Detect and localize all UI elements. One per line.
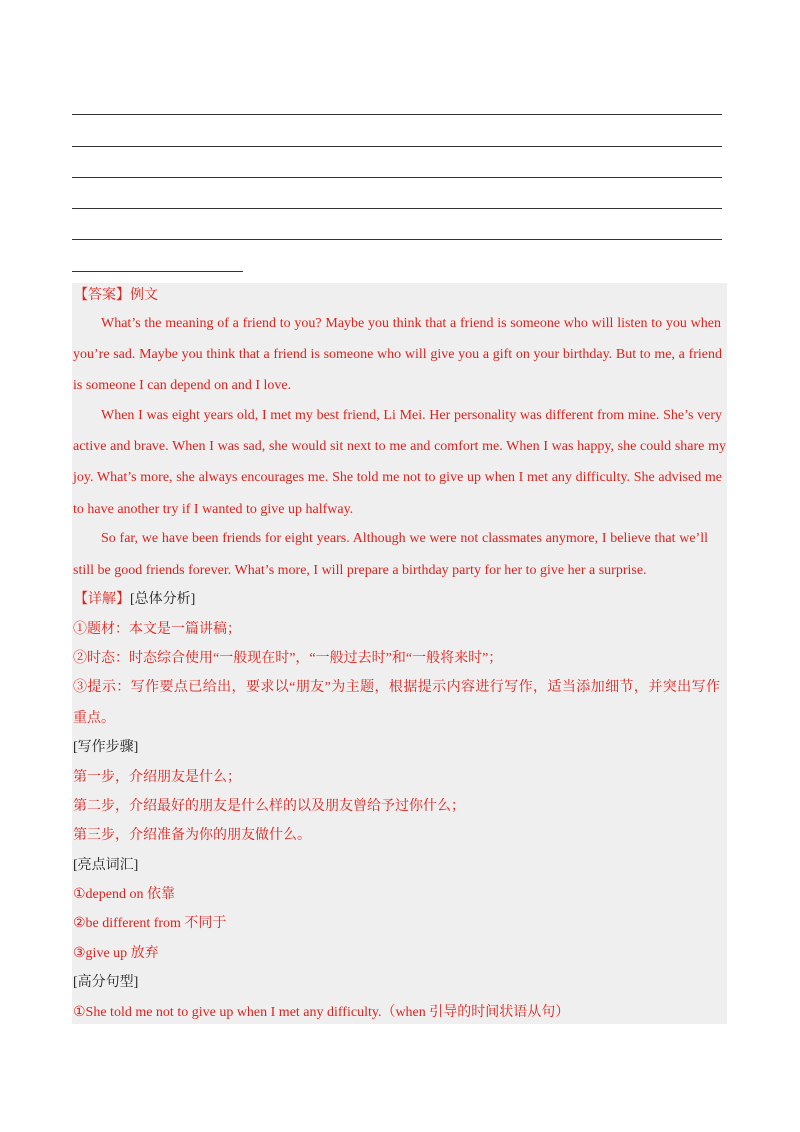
vocab-item: ①depend on 依靠 — [73, 887, 175, 902]
step-item: 第二步，介绍最好的朋友是什么样的以及朋友曾给予过你什么； — [73, 799, 465, 814]
essay-line: still be good friends forever. What’s more, I will prepare a birthday party for her to give her a surprise. — [73, 563, 647, 578]
analysis-item: ①题材：本文是一篇讲稿； — [73, 622, 241, 637]
detail-bracket-label: 【详解】 — [74, 592, 130, 607]
steps-heading: [写作步骤] — [73, 740, 139, 755]
essay-line: active and brave. When I was sad, she would sit next to me and comfort me. When I was happy, she could share my — [73, 439, 726, 454]
vocab-item: ②be different from 不同于 — [73, 916, 227, 931]
writing-line-5 — [72, 239, 722, 240]
essay-line: you’re sad. Maybe you think that a friend is someone who will give you a gift on your birthday. But to me, a friend — [73, 347, 722, 362]
vocab-item: ③give up 放弃 — [73, 946, 159, 961]
vocab-heading: [亮点词汇] — [73, 858, 139, 873]
step-item: 第一步，介绍朋友是什么； — [73, 770, 241, 785]
essay-line: is someone I can depend on and I love. — [73, 378, 292, 393]
essay-line: to have another try if I wanted to give up halfway. — [73, 502, 354, 517]
writing-line-6 — [72, 271, 243, 272]
answer-heading — [74, 287, 158, 305]
detail-heading — [74, 591, 195, 609]
writing-line-4 — [72, 208, 722, 209]
essay-line: joy. What’s more, she always encourages me. She told me not to give up when I met any difficulty. She advised me — [73, 470, 722, 485]
essay-line: When I was eight years old, I met my best friend, Li Mei. Her personality was different from mine. She’s very — [101, 408, 722, 423]
writing-line-2 — [72, 146, 722, 147]
writing-line-1 — [72, 114, 722, 115]
sentence-item: ①She told me not to give up when I met any difficulty.（when 引导的时间状语从句） — [73, 1005, 570, 1020]
answer-label: 例文 — [130, 288, 158, 303]
step-item: 第三步，介绍准备为你的朋友做什么。 — [73, 828, 311, 843]
analysis-item: 重点。 — [73, 711, 115, 726]
analysis-item: ②时态：时态综合使用“一般现在时”，“一般过去时”和“一般将来时”； — [73, 651, 503, 666]
sentence-heading: [高分句型] — [73, 975, 139, 990]
answer-bracket-label: 【答案】 — [74, 288, 130, 303]
essay-line: So far, we have been friends for eight years. Although we were not classmates anymore, I believe that we’ll — [101, 531, 708, 546]
detail-label: [总体分析] — [130, 592, 196, 607]
writing-line-3 — [72, 177, 722, 178]
essay-line: What’s the meaning of a friend to you? Maybe you think that a friend is someone who will listen to you when — [101, 316, 721, 331]
analysis-item: ③提示：写作要点已给出，要求以“朋友”为主题，根据提示内容进行写作，适当添加细节，并突出写作 — [73, 680, 720, 695]
